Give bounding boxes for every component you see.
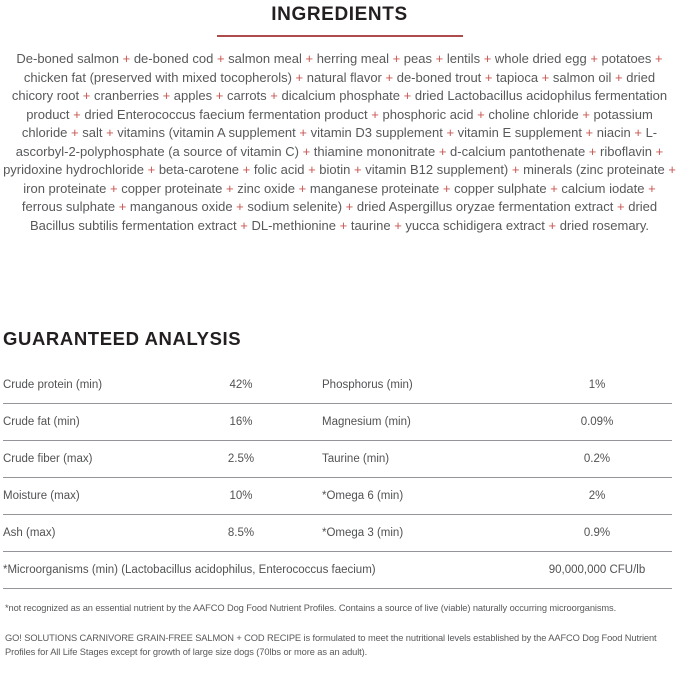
ingredient-item: potassium chloride <box>21 106 653 140</box>
ingredient-item: salmon meal <box>228 51 302 66</box>
guaranteed-analysis-table <box>0 367 679 589</box>
plus-separator: + <box>143 162 159 177</box>
plus-separator: + <box>304 162 320 177</box>
plus-separator: + <box>301 51 317 66</box>
ingredient-item: carrots <box>226 88 267 103</box>
ingredient-item: taurine <box>350 217 391 233</box>
plus-separator: + <box>388 51 404 66</box>
plus-separator: + <box>652 143 664 159</box>
plus-separator: + <box>336 217 351 233</box>
plus-separator: + <box>119 51 134 66</box>
plus-separator: + <box>295 125 311 140</box>
plus-separator: + <box>298 143 314 159</box>
nutrient-label: *Omega 6 (min) <box>322 489 404 502</box>
plus-separator: + <box>480 51 495 66</box>
ingredient-item: natural flavor <box>306 69 382 85</box>
nutrient-value: 2% <box>588 489 606 502</box>
ingredient-item: De-boned salmon <box>16 51 119 66</box>
plus-separator: + <box>432 51 447 66</box>
ingredient-item: vitamin E supplement <box>457 125 582 140</box>
nutrient-label: Phosphorus (min) <box>322 378 413 391</box>
plus-separator: + <box>546 180 562 196</box>
ingredient-item: d-calcium pantothenate <box>450 143 586 159</box>
ingredient-item: tapioca <box>496 69 539 85</box>
plus-separator: + <box>578 106 594 122</box>
plus-separator: + <box>586 51 602 66</box>
ingredient-item: salt <box>82 125 103 140</box>
plus-separator: + <box>473 106 489 122</box>
ingredient-item: lentils <box>446 51 481 66</box>
nutrient-label: Magnesium (min) <box>322 415 411 428</box>
plus-separator: + <box>266 88 282 103</box>
plus-separator: + <box>611 69 627 85</box>
nutrient-value: 0.9% <box>583 526 611 539</box>
ingredient-item: calcium iodate <box>561 180 645 196</box>
ingredient-item: beta-carotene <box>158 162 240 177</box>
ingredient-item: zinc oxide <box>237 180 296 196</box>
plus-separator: + <box>158 88 174 103</box>
plus-separator: + <box>435 143 451 159</box>
nutrient-label: Moisture (max) <box>3 489 80 502</box>
nutrient-value: 10% <box>229 489 253 502</box>
plus-separator: + <box>102 125 118 140</box>
ingredient-item: whole dried egg <box>494 51 587 66</box>
nutrient-value: 8.5% <box>227 526 255 539</box>
ingredient-item: copper sulphate <box>454 180 547 196</box>
ingredient-item: riboflavin <box>600 143 653 159</box>
nutrient-label: *Omega 3 (min) <box>322 526 404 539</box>
ingredient-item: L-ascorbyl-2-polyphosphate (a source of vitamin C) <box>15 125 658 159</box>
ingredient-item: dried Lactobacillus acidophilus fermentation product <box>26 88 668 122</box>
ingredient-item: manganous oxide <box>129 199 233 214</box>
nutrient-value: 1% <box>588 378 606 391</box>
ingredient-item: sodium selenite) <box>247 199 343 214</box>
ingredient-item: phosphoric acid <box>382 106 474 122</box>
ingredient-item: cranberries <box>93 88 159 103</box>
nutrient-label: Crude protein (min) <box>3 378 103 391</box>
ingredient-item: potatoes <box>601 51 652 66</box>
plus-separator: + <box>232 199 248 214</box>
plus-separator: + <box>239 162 254 177</box>
plus-separator: + <box>544 217 560 233</box>
analysis-row-microorganisms <box>3 552 672 589</box>
plus-separator: + <box>508 162 524 177</box>
ingredient-item: choline chloride <box>488 106 579 122</box>
plus-separator: + <box>67 125 83 140</box>
red-divider <box>217 35 463 37</box>
ingredient-item: salmon oil <box>552 69 612 85</box>
ingredient-item: ferrous sulphate <box>21 199 116 214</box>
plus-separator: + <box>651 51 663 66</box>
plus-separator: + <box>342 199 357 214</box>
plus-separator: + <box>439 180 455 196</box>
plus-separator: + <box>630 125 646 140</box>
plus-separator: + <box>222 180 238 196</box>
ingredient-item: yucca schidigera extract <box>405 217 545 233</box>
plus-separator: + <box>581 125 597 140</box>
plus-separator: + <box>291 69 307 85</box>
nutrient-label: Crude fiber (max) <box>3 452 93 465</box>
nutrient-value: 0.2% <box>583 452 611 465</box>
ingredient-item: dried Aspergillus oryzae fermentation extract <box>356 199 614 214</box>
nutrient-value: 90,000,000 CFU/lb <box>548 563 646 576</box>
plus-separator: + <box>213 51 229 66</box>
plus-separator: + <box>212 88 227 103</box>
guaranteed-analysis-title: GUARANTEED ANALYSIS <box>3 328 242 349</box>
ingredient-item: dried rosemary. <box>559 217 650 233</box>
footnote-essential-nutrient: *not recognized as an essential nutrient by the AAFCO Dog Food Nutrient Profiles. Contains a source of live (viable) naturally occurring microorganisms. <box>5 602 617 613</box>
ingredient-item: apples <box>173 88 213 103</box>
ingredient-item: vitamin D3 supplement <box>310 125 443 140</box>
ingredient-item: folic acid <box>253 162 305 177</box>
ingredient-item: de-boned trout <box>396 69 482 85</box>
plus-separator: + <box>481 69 497 85</box>
plus-separator: + <box>350 162 366 177</box>
plus-separator: + <box>381 69 397 85</box>
plus-separator: + <box>585 143 601 159</box>
ingredient-item: thiamine mononitrate <box>313 143 436 159</box>
ingredient-item: copper proteinate <box>121 180 223 196</box>
analysis-row <box>3 404 672 441</box>
ingredient-item: de-boned cod <box>133 51 214 66</box>
ingredient-item: DL-methionine <box>251 217 336 233</box>
plus-separator: + <box>367 106 383 122</box>
nutrient-label: *Microorganisms (min) (Lactobacillus acidophilus, Enterococcus faecium) <box>3 563 376 576</box>
plus-separator: + <box>69 106 85 122</box>
plus-separator: + <box>538 69 553 85</box>
plus-separator: + <box>295 180 310 196</box>
ingredient-item: dried Enterococcus faecium fermentation product <box>84 106 368 122</box>
nutrient-label: Taurine (min) <box>322 452 390 465</box>
ingredient-item: dried chicory root <box>11 69 656 103</box>
ingredients-title: INGREDIENTS <box>271 4 408 25</box>
ingredients-text <box>3 50 676 235</box>
footnote-aafco-formulation: GO! SOLUTIONS CARNIVORE GRAIN-FREE SALMON + COD RECIPE is formulated to meet the nutritional levels established by the AAFCO Dog Food Nutrient Profiles for All Life Stages except for growth of large size dogs (70lbs or more as an adult). <box>5 633 657 657</box>
plus-separator: + <box>644 180 656 196</box>
plus-separator: + <box>664 162 676 177</box>
analysis-row <box>3 515 672 552</box>
ingredient-item: biotin <box>319 162 351 177</box>
ingredient-item: minerals (zinc proteinate <box>523 162 665 177</box>
plus-separator: + <box>236 217 252 233</box>
ingredient-item: iron proteinate <box>23 180 107 196</box>
ingredient-item: dried Bacillus subtilis fermentation extract <box>29 199 658 233</box>
ingredient-item: manganese proteinate <box>309 180 440 196</box>
plus-separator: + <box>390 217 406 233</box>
ingredient-item: peas <box>403 51 432 66</box>
ingredient-item: pyridoxine hydrochloride <box>3 162 144 177</box>
analysis-row <box>3 478 672 515</box>
analysis-row <box>3 441 672 478</box>
nutrient-label: Ash (max) <box>3 526 56 539</box>
ingredient-item: herring meal <box>316 51 389 66</box>
ingredient-item: vitamin B12 supplement) <box>365 162 509 177</box>
plus-separator: + <box>115 199 130 214</box>
plus-separator: + <box>442 125 458 140</box>
plus-separator: + <box>400 88 415 103</box>
nutrient-value: 42% <box>229 378 253 391</box>
ingredient-item: niacin <box>596 125 631 140</box>
plus-separator: + <box>106 180 122 196</box>
analysis-row <box>3 367 672 404</box>
nutrient-value: 2.5% <box>227 452 255 465</box>
ingredient-item: dicalcium phosphate <box>281 88 401 103</box>
nutrient-value: 0.09% <box>580 415 614 428</box>
plus-separator: + <box>613 199 629 214</box>
ingredient-item: chicken fat (preserved with mixed tocopherols) <box>23 69 292 85</box>
ingredient-item: vitamins (vitamin A supplement <box>117 125 296 140</box>
nutrient-value: 16% <box>229 415 253 428</box>
plus-separator: + <box>79 88 94 103</box>
nutrient-label: Crude fat (min) <box>3 415 80 428</box>
